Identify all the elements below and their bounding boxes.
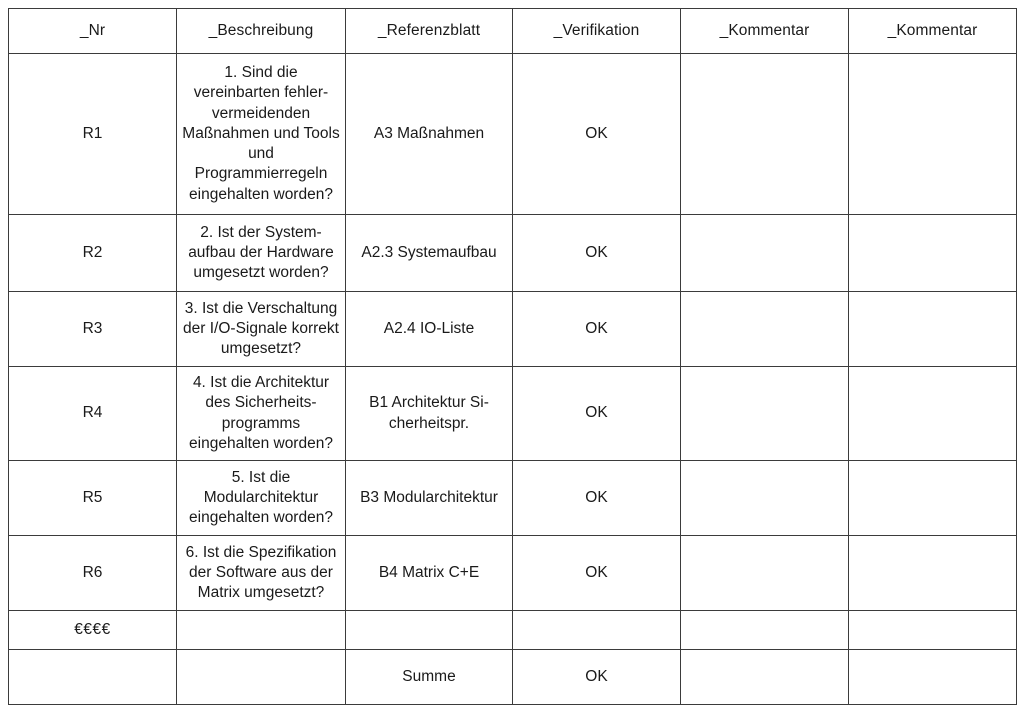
table-row (9, 611, 1017, 650)
table-header (9, 9, 1017, 54)
cell-kommentar-2 (849, 536, 1017, 611)
cell-kommentar-2 (849, 650, 1017, 705)
table-row (9, 536, 1017, 611)
cell-kommentar-1 (681, 611, 849, 650)
cell-kommentar-2 (849, 461, 1017, 536)
cell-kommentar-1 (681, 215, 849, 292)
cell-beschreibung: 2. Ist der System-aufbau der Hardware umgesetzt worden? (177, 215, 346, 292)
column-header-kommentar-1: _Kommentar (681, 9, 849, 54)
table-header-row (9, 9, 1017, 54)
cell-kommentar-2 (849, 215, 1017, 292)
cell-verifikation: OK (513, 215, 681, 292)
cell-verifikation: OK (513, 292, 681, 367)
cell-referenzblatt: A3 Maßnahmen (346, 54, 513, 215)
column-header-beschreibung: _Beschreibung (177, 9, 346, 54)
cell-beschreibung: 4. Ist die Architektur des Sicherheits-programms eingehalten worden? (177, 367, 346, 461)
table-row (9, 367, 1017, 461)
cell-verifikation: OK (513, 367, 681, 461)
cell-kommentar-2 (849, 54, 1017, 215)
column-header-kommentar-2: _Kommentar (849, 9, 1017, 54)
cell-beschreibung: 3. Ist die Verschaltung der I/O-Signale korrekt umgesetzt? (177, 292, 346, 367)
column-header-referenzblatt: _Referenzblatt (346, 9, 513, 54)
cell-verifikation: OK (513, 536, 681, 611)
cell-nr: R2 (9, 215, 177, 292)
table-row (9, 54, 1017, 215)
cell-referenzblatt: B1 Architektur Si-cherheitspr. (346, 367, 513, 461)
cell-referenzblatt: B4 Matrix C+E (346, 536, 513, 611)
cell-nr: R3 (9, 292, 177, 367)
cell-referenzblatt: A2.3 Systemaufbau (346, 215, 513, 292)
cell-beschreibung: 5. Ist die Modularchitektur eingehalten worden? (177, 461, 346, 536)
verification-table (8, 8, 1017, 705)
cell-nr: R5 (9, 461, 177, 536)
cell-kommentar-2 (849, 611, 1017, 650)
column-header-nr: _Nr (9, 9, 177, 54)
table-row (9, 650, 1017, 705)
cell-referenzblatt (346, 611, 513, 650)
cell-beschreibung (177, 650, 346, 705)
cell-beschreibung (177, 611, 346, 650)
cell-kommentar-1 (681, 292, 849, 367)
table-row (9, 292, 1017, 367)
cell-kommentar-1 (681, 54, 849, 215)
table-row (9, 461, 1017, 536)
cell-nr (9, 650, 177, 705)
table-row (9, 215, 1017, 292)
cell-nr: R1 (9, 54, 177, 215)
column-header-verifikation: _Verifikation (513, 9, 681, 54)
cell-referenzblatt: B3 Modularchitektur (346, 461, 513, 536)
cell-kommentar-1 (681, 367, 849, 461)
table-body (9, 54, 1017, 705)
cell-verifikation: OK (513, 650, 681, 705)
cell-kommentar-1 (681, 650, 849, 705)
cell-nr: R4 (9, 367, 177, 461)
cell-kommentar-2 (849, 367, 1017, 461)
cell-beschreibung: 6. Ist die Spezifikation der Software aus der Matrix umgesetzt? (177, 536, 346, 611)
cell-kommentar-1 (681, 536, 849, 611)
cell-beschreibung: 1. Sind die vereinbarten fehler-vermeidenden Maßnahmen und Tools und Programmierregeln eingehalten worden? (177, 54, 346, 215)
cell-verifikation (513, 611, 681, 650)
cell-verifikation: OK (513, 54, 681, 215)
cell-referenzblatt: Summe (346, 650, 513, 705)
cell-referenzblatt: A2.4 IO-Liste (346, 292, 513, 367)
cell-nr: €€€€ (9, 611, 177, 650)
cell-verifikation: OK (513, 461, 681, 536)
cell-kommentar-2 (849, 292, 1017, 367)
cell-nr: R6 (9, 536, 177, 611)
cell-kommentar-1 (681, 461, 849, 536)
